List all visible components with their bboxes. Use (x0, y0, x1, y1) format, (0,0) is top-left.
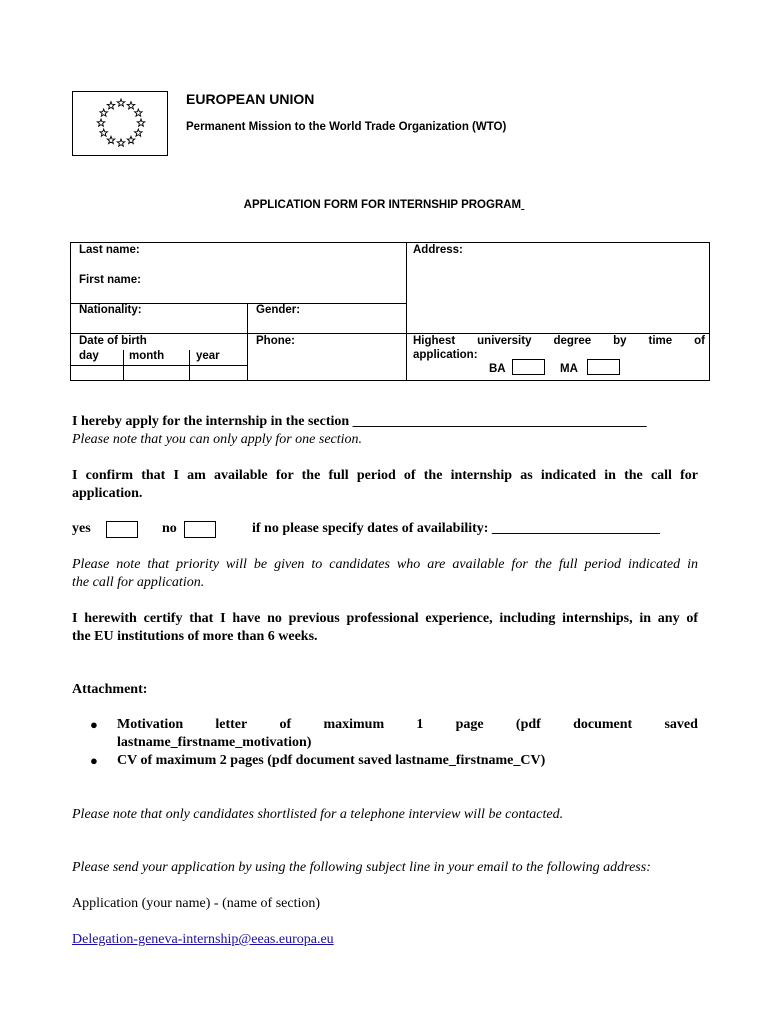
word: 1 (416, 717, 424, 732)
dob-month-label: month (129, 350, 165, 362)
eu-flag-logo (72, 91, 168, 156)
degree-question (413, 335, 705, 347)
attachment-item-motivation-cont: lastname_firstname_motivation) (117, 735, 312, 750)
email-link[interactable]: Delegation-geneva-internship@eeas.europa.eu (72, 932, 334, 947)
subject-line-format: Application (your name) - (name of section) (72, 896, 321, 911)
degree-question-cont: application: (413, 349, 478, 361)
no-checkbox[interactable] (184, 521, 216, 538)
word: page (455, 717, 484, 732)
star-icon (100, 109, 108, 116)
certify-statement-cont: the EU institutions of more than 6 weeks. (72, 629, 318, 644)
first-name-label: First name: (79, 274, 141, 286)
applicant-details-table (70, 242, 710, 381)
word: saved (664, 717, 698, 732)
word: of (694, 335, 705, 347)
ba-checkbox[interactable] (512, 359, 545, 375)
star-icon (117, 139, 125, 146)
star-icon (137, 119, 145, 126)
availability-confirm-cont: application. (72, 486, 143, 501)
nationality-label: Nationality: (79, 304, 142, 316)
word: maximum (323, 717, 385, 732)
word: time (648, 335, 673, 347)
phone-label: Phone: (256, 335, 295, 347)
star-icon (135, 109, 143, 116)
dob-label: Date of birth (79, 335, 147, 347)
word: Motivation (117, 717, 184, 732)
mission-subtitle: Permanent Mission to the World Trade Organization (WTO) (186, 121, 507, 133)
bullet-icon: ● (90, 717, 98, 732)
attachment-item-motivation (117, 716, 698, 734)
word: (pdf (515, 717, 541, 732)
no-label: no (162, 521, 177, 536)
word: document (573, 717, 633, 732)
attachment-heading: Attachment: (72, 682, 148, 697)
dob-day-label: day (79, 350, 99, 362)
apply-section-line: I hereby apply for the internship in the section __________________________________________ (72, 414, 647, 429)
form-title: APPLICATION FORM FOR INTERNSHIP PROGRAM (243, 199, 522, 211)
gender-label: Gender: (256, 304, 301, 316)
word: by (613, 335, 627, 347)
attachment-item-cv: CV of maximum 2 pages (pdf document saved lastname_firstname_CV) (117, 753, 546, 768)
star-icon (117, 99, 125, 106)
word: of (279, 717, 292, 732)
star-icon (107, 136, 115, 143)
shortlist-note: Please note that only candidates shortlisted for a telephone interview will be contacted. (72, 807, 564, 822)
star-icon (100, 129, 108, 136)
eu-stars-icon (73, 92, 167, 155)
star-icon (107, 102, 115, 109)
yes-label: yes (72, 521, 91, 536)
org-title: EUROPEAN UNION (186, 91, 315, 107)
bullet-icon: ● (90, 753, 98, 768)
email-link-wrapper (72, 932, 334, 948)
star-icon (127, 136, 135, 143)
word: degree (553, 335, 592, 347)
star-icon (127, 102, 135, 109)
word: Highest (413, 335, 456, 347)
word: university (477, 335, 532, 347)
yes-checkbox[interactable] (106, 521, 138, 538)
last-name-label: Last name: (79, 244, 140, 256)
star-icon (135, 129, 143, 136)
apply-section-note: Please note that you can only apply for one section. (72, 432, 363, 447)
star-icon (97, 119, 105, 126)
priority-note-cont: the call for application. (72, 575, 205, 590)
word: letter (215, 717, 248, 732)
availability-dates-line: if no please specify dates of availability: ________________________ (252, 521, 660, 536)
availability-confirm: I confirm that I am available for the full period of the internship as indicated in the call for (72, 468, 698, 483)
priority-note: Please note that priority will be given to candidates who are available for the full period indicated in (72, 557, 698, 572)
dob-year-label: year (196, 350, 220, 362)
certify-statement: I herewith certify that I have no previous professional experience, including internships, in any of (72, 611, 698, 626)
address-label: Address: (413, 244, 463, 256)
send-instructions: Please send your application by using the following subject line in your email to the following address: (72, 860, 651, 875)
ma-label: MA (560, 363, 578, 375)
ba-label: BA (489, 363, 506, 375)
ma-checkbox[interactable] (587, 359, 620, 375)
